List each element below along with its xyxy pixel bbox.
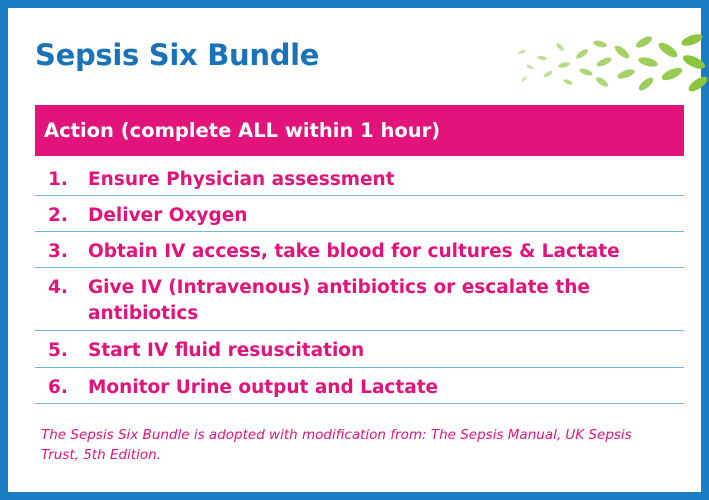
action-list bbox=[35, 160, 684, 404]
list-item bbox=[35, 160, 684, 196]
item-number: 6. bbox=[48, 377, 68, 398]
leaves-decoration-icon bbox=[502, 32, 709, 94]
list-item bbox=[35, 232, 684, 268]
item-text: Monitor Urine output and Lactate bbox=[88, 377, 439, 398]
action-header: Action (complete ALL within 1 hour) bbox=[35, 105, 684, 156]
item-text: Start IV fluid resuscitation bbox=[88, 340, 365, 361]
source-footnote bbox=[41, 425, 661, 465]
item-text-line: Give IV (Intravenous) antibiotics or escalate the bbox=[88, 277, 590, 298]
page-title: Sepsis Six Bundle bbox=[35, 38, 320, 72]
footnote-line: The Sepsis Six Bundle is adopted with modification from: The Sepsis Manual, UK Sepsis bbox=[41, 427, 632, 443]
item-number: 4. bbox=[48, 277, 68, 298]
list-item bbox=[35, 268, 684, 331]
item-number: 3. bbox=[48, 241, 68, 262]
item-number: 1. bbox=[48, 169, 68, 190]
item-text: Ensure Physician assessment bbox=[88, 169, 395, 190]
item-number: 5. bbox=[48, 340, 68, 361]
item-number: 2. bbox=[48, 205, 68, 226]
list-item bbox=[35, 331, 684, 368]
footnote-line: Trust, 5th Edition. bbox=[41, 447, 161, 463]
list-item bbox=[35, 196, 684, 232]
item-text-line: antibiotics bbox=[88, 303, 199, 324]
item-text: Obtain IV access, take blood for cultures & Lactate bbox=[88, 241, 620, 262]
item-text: Deliver Oxygen bbox=[88, 205, 248, 226]
list-item bbox=[35, 368, 684, 404]
item-text bbox=[88, 275, 684, 330]
